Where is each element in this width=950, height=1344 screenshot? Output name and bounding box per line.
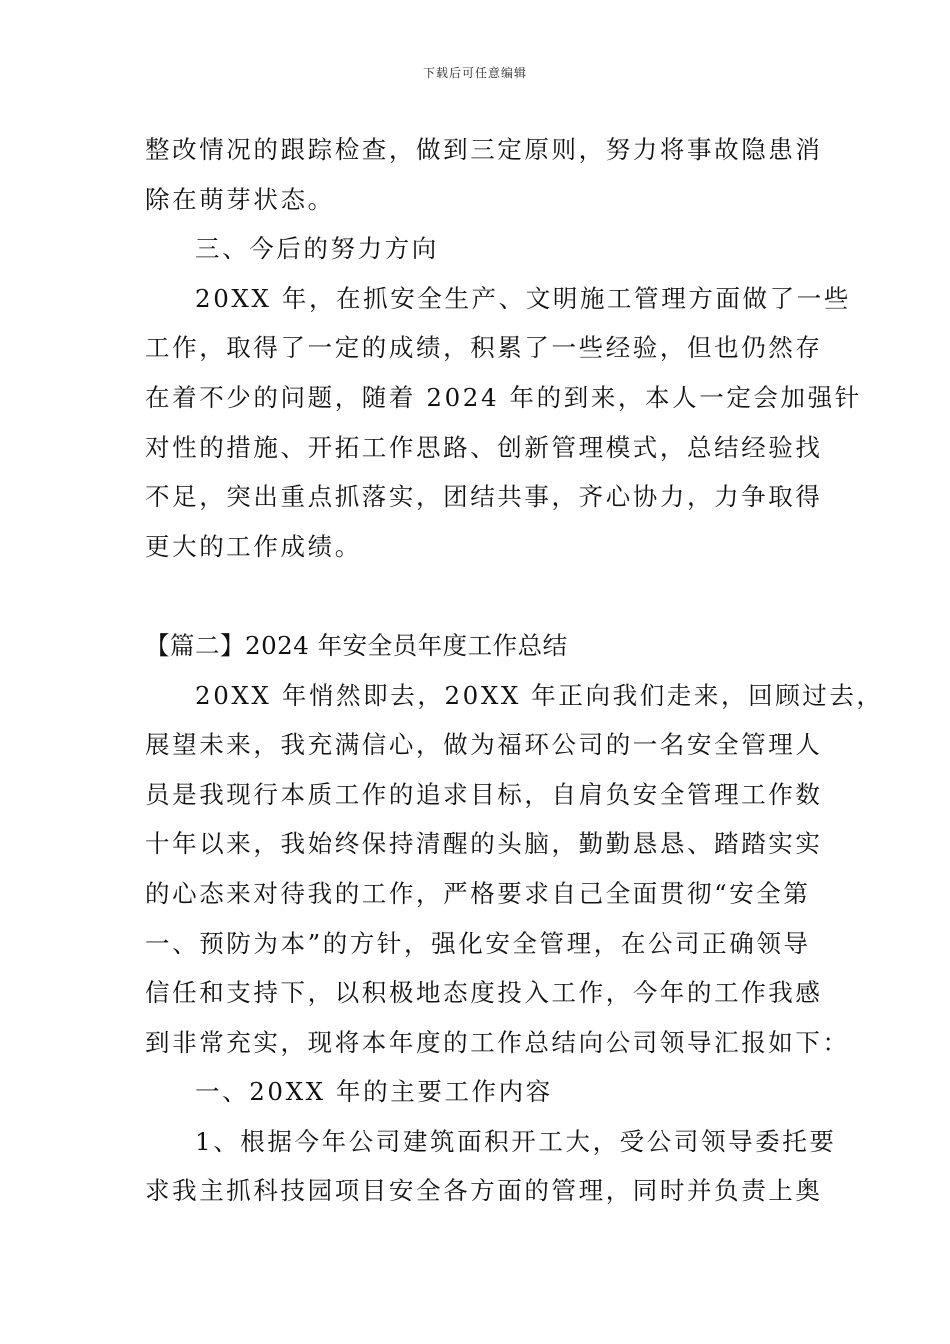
text-line: 一、20XX 年的主要工作内容 (195, 1077, 553, 1107)
text-line: 工作，取得了一定的成绩，积累了一些经验，但也仍然存 (145, 333, 823, 363)
text-line: 三、今后的努力方向 (195, 234, 439, 264)
text-line: 在着不少的问题，随着 2024 年的到来，本人一定会加强针 (145, 382, 862, 412)
text-line: 不足，突出重点抓落实，团结共事，齐心协力，力争取得 (145, 482, 823, 512)
document-body (145, 125, 884, 1216)
text-line: 十年以来，我始终保持清醒的头脑，勤勤恳恳、踏踏实实 (145, 829, 823, 859)
text-line: 一、预防为本”的方针，强化安全管理，在公司正确领导 (145, 928, 811, 958)
text-line: 20XX 年，在抓安全生产、文明施工管理方面做了一些 (195, 283, 851, 313)
section-heading: 【篇二】2024 年安全员年度工作总结 (145, 630, 568, 660)
text-line: 信任和支持下，以积极地态度投入工作，今年的工作我感 (145, 978, 823, 1008)
page-header: 下载后可任意编辑 (422, 66, 527, 80)
text-line: 员是我现行本质工作的追求目标，自肩负安全管理工作数 (145, 779, 823, 809)
text-line: 求我主抓科技园项目安全各方面的管理，同时并负责上奥 (145, 1176, 823, 1206)
text-line: 20XX 年悄然即去，20XX 年正向我们走来，回顾过去， (195, 680, 884, 710)
text-line: 展望未来，我充满信心，做为福环公司的一名安全管理人 (145, 730, 823, 760)
text-line: 到非常充实，现将本年度的工作总结向公司领导汇报如下： (145, 1027, 850, 1057)
text-line: 整改情况的跟踪检查，做到三定原则，努力将事故隐患消 (145, 135, 823, 164)
text-line: 对性的措施、开拓工作思路、创新管理模式，总结经验找 (145, 432, 823, 462)
paragraph-gap (145, 571, 810, 621)
text-line: 1、根据今年公司建筑面积开工大，受公司领导委托要 (195, 1126, 837, 1156)
text-line: 除在萌芽状态。 (145, 184, 335, 214)
text-line: 更大的工作成绩。 (145, 531, 362, 561)
text-line: 的心态来对待我的工作，严格要求自己全面贯彻“安全第 (145, 878, 811, 908)
